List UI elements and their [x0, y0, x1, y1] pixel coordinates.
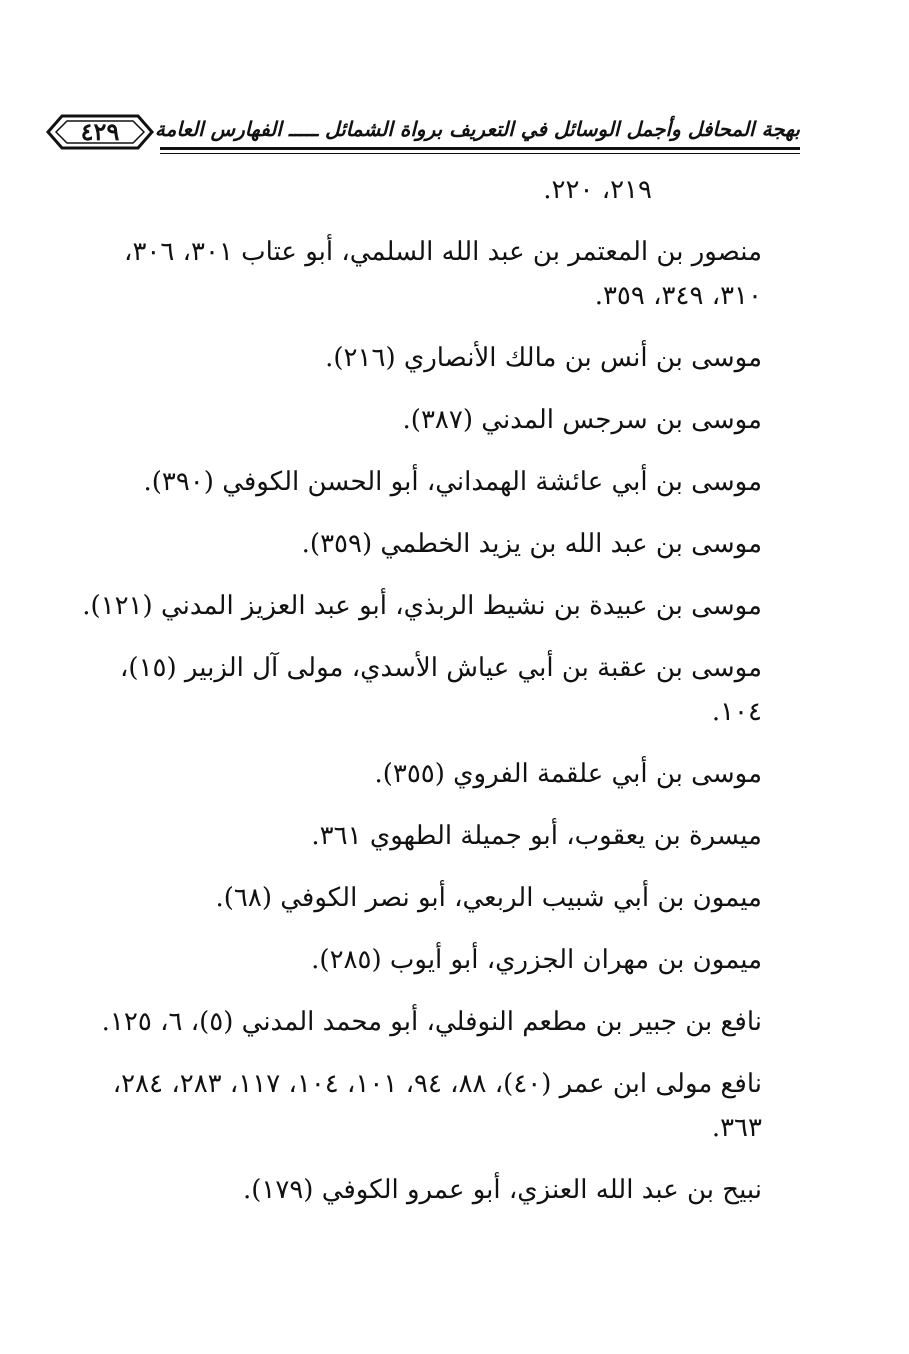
header-rule-thin [160, 153, 800, 154]
index-entry: موسى بن عبد الله بن يزيد الخطمي (٣٥٩). [301, 529, 762, 559]
index-entry: ميمون بن مهران الجزري، أبو أيوب (٢٨٥). [311, 945, 762, 975]
index-entry-continuation: ٢١٩، ٢٢٠. [543, 175, 652, 205]
header-rule [160, 147, 800, 150]
index-entry: موسى بن عقبة بن أبي عياش الأسدي، مولى آل الزبير (١٥)، ١٠٤. [120, 653, 762, 727]
page-header [40, 112, 800, 158]
index-entries [70, 168, 762, 1230]
index-entry: نبيح بن عبد الله العنزي، أبو عمرو الكوفي (١٧٩). [242, 1175, 762, 1205]
index-entry: ميمون بن أبي شبيب الربعي، أبو نصر الكوفي (٦٨). [215, 883, 762, 913]
index-entry: منصور بن المعتمر بن عبد الله السلمي، أبو عتاب ٣٠١، ٣٠٦، ٣١٠، ٣٤٩، ٣٥٩. [124, 237, 762, 311]
index-entry: موسى بن عبيدة بن نشيط الربذي، أبو عبد العزيز المدني (١٢١). [82, 591, 762, 621]
page-number-badge [40, 112, 160, 152]
running-header-title: بهجة المحافل وأجمل الوسائل في التعريف برواة الشمائل ـــــ الفهارس العامة [154, 117, 800, 141]
index-entry: موسى بن سرجس المدني (٣٨٧). [402, 405, 762, 435]
index-entry: نافع مولى ابن عمر (٤٠)، ٨٨، ٩٤، ١٠١، ١٠٤، ١١٧، ٢٨٣، ٢٨٤، ٣٦٣. [112, 1069, 762, 1143]
index-entry: نافع بن جبير بن مطعم النوفلي، أبو محمد المدني (٥)، ٦، ١٢٥. [101, 1007, 762, 1037]
index-entry: موسى بن أنس بن مالك الأنصاري (٢١٦). [325, 343, 762, 373]
index-entry: موسى بن أبي علقمة الفروي (٣٥٥). [374, 759, 762, 789]
index-entry: موسى بن أبي عائشة الهمداني، أبو الحسن الكوفي (٣٩٠). [143, 467, 762, 497]
page-number: ٤٢٩ [80, 117, 120, 146]
index-entry: ميسرة بن يعقوب، أبو جميلة الطهوي ٣٦١. [311, 821, 762, 851]
